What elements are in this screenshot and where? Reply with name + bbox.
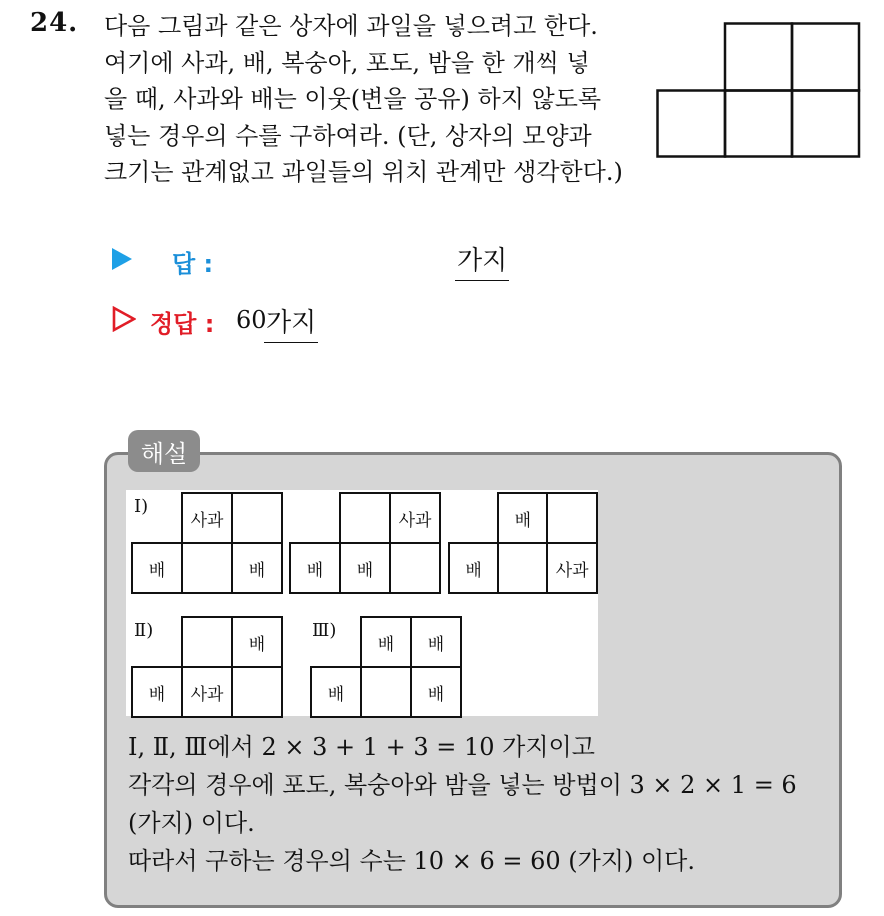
grid-cell bbox=[232, 667, 282, 717]
grid-cell: 배 bbox=[132, 543, 182, 593]
solution-line: 따라서 구하는 경우의 수는 10 × 6 = 60 (가지) 이다. bbox=[128, 847, 695, 875]
box-cell bbox=[725, 24, 792, 91]
case-label: Ⅰ) bbox=[134, 496, 149, 517]
grid-cell bbox=[547, 493, 597, 543]
grid-cell: 사과 bbox=[182, 667, 232, 717]
solution-line: (가지) 이다. bbox=[128, 809, 255, 837]
solution-tag: 해설 bbox=[128, 430, 200, 472]
solution-line: 각각의 경우에 포도, 복숭아와 밤을 넣는 방법이 3 × 2 × 1 = 6 bbox=[128, 771, 797, 799]
question-line: 을 때, 사과와 배는 이웃(변을 공유) 하지 않도록 bbox=[104, 85, 602, 113]
grid-cell-empty bbox=[132, 493, 182, 543]
box-cell bbox=[725, 91, 792, 157]
case-grid bbox=[131, 616, 283, 718]
case-grid bbox=[289, 492, 441, 594]
question-line: 넣는 경우의 수를 구하여라. (단, 상자의 모양과 bbox=[104, 121, 592, 150]
grid-cell: 배 bbox=[449, 543, 498, 593]
grid-cell bbox=[232, 493, 282, 543]
grid-cell bbox=[340, 493, 390, 543]
question-line: 크기는 관계없고 과일들의 위치 관계만 생각한다.) bbox=[104, 158, 623, 186]
grid-cell bbox=[361, 667, 411, 717]
grid-cell: 배 bbox=[290, 543, 340, 593]
question-text bbox=[104, 8, 664, 191]
grid-cell: 배 bbox=[340, 543, 390, 593]
correct-label: 정답 : bbox=[150, 310, 215, 338]
box-cell bbox=[792, 91, 859, 157]
case-grid bbox=[310, 616, 462, 718]
case-label: Ⅲ) bbox=[312, 620, 337, 641]
question-line: 다음 그림과 같은 상자에 과일을 넣으려고 한다. bbox=[104, 12, 598, 40]
solution-diagram bbox=[126, 490, 598, 716]
box-cell bbox=[658, 91, 726, 157]
answer-unit: 가지 bbox=[455, 240, 509, 281]
grid-cell-empty bbox=[132, 617, 182, 667]
answer-label: 답 : bbox=[172, 250, 214, 278]
grid-cell: 배 bbox=[498, 493, 547, 543]
correct-unit: 가지 bbox=[264, 302, 318, 343]
fruit-box-figure bbox=[656, 22, 861, 158]
grid-cell bbox=[182, 617, 232, 667]
answer-arrow-icon bbox=[112, 248, 132, 270]
box-cell bbox=[792, 24, 859, 91]
correct-arrow-icon bbox=[112, 306, 136, 332]
grid-cell-empty bbox=[311, 617, 361, 667]
case-label: Ⅱ) bbox=[134, 620, 154, 641]
grid-cell: 배 bbox=[132, 667, 182, 717]
grid-cell: 사과 bbox=[182, 493, 232, 543]
correct-value: 60 bbox=[236, 306, 267, 334]
case-grid bbox=[448, 492, 598, 594]
grid-cell: 배 bbox=[411, 667, 461, 717]
grid-cell-empty bbox=[290, 493, 340, 543]
grid-cell bbox=[498, 543, 547, 593]
question-number: 24. bbox=[30, 8, 79, 38]
grid-cell: 배 bbox=[411, 617, 461, 667]
grid-cell-empty bbox=[449, 493, 498, 543]
case-grid bbox=[131, 492, 283, 594]
grid-cell bbox=[390, 543, 440, 593]
grid-cell bbox=[182, 543, 232, 593]
solution-line: Ⅰ, Ⅱ, Ⅲ에서 2 × 3 + 1 + 3 = 10 가지이고 bbox=[128, 733, 595, 761]
grid-cell: 배 bbox=[232, 617, 282, 667]
grid-cell: 사과 bbox=[547, 543, 597, 593]
solution-text bbox=[128, 728, 797, 880]
grid-cell: 배 bbox=[311, 667, 361, 717]
grid-cell: 사과 bbox=[390, 493, 440, 543]
grid-cell: 배 bbox=[232, 543, 282, 593]
grid-cell: 배 bbox=[361, 617, 411, 667]
question-line: 여기에 사과, 배, 복숭아, 포도, 밤을 한 개씩 넣 bbox=[104, 48, 590, 77]
